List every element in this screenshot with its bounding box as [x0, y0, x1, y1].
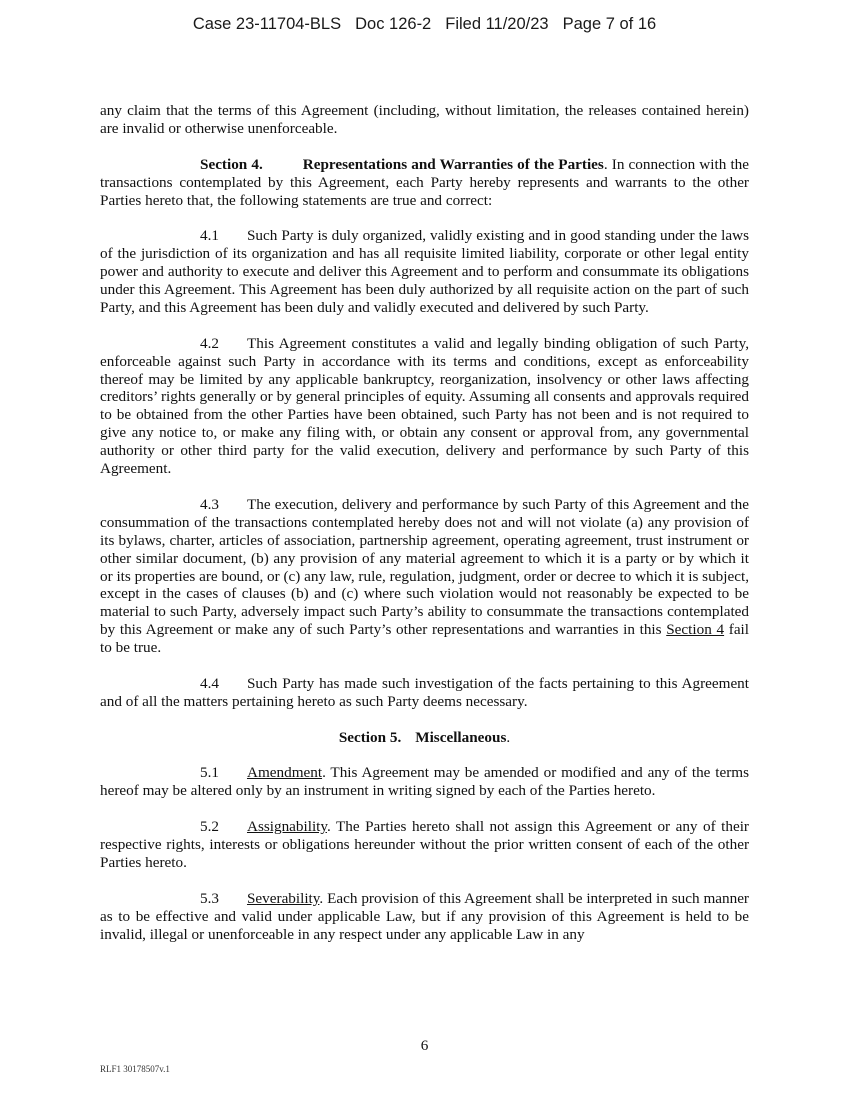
- document-body: [100, 102, 749, 961]
- paragraph-text: Such Party is duly organized, validly existing and in good standing under the laws of the jurisdiction of its organization and has all requisite limited liability, corporate or other legal entity power and authority to execute and deliver this Agreement and to perform and consummate its obligations under this Agreement. This Agreement has been duly authorized by all requisite action on the part of such Party, and this Agreement has been duly and validly executed and delivered by such Party.: [100, 227, 749, 316]
- paragraph-text: . Each provision of this Agreement shall be interpreted in such manner as to be effective and valid under applicable Law, but if any provision of this Agreement is held to be invalid, illegal or unenforceable in any respect under any applicable Law in any: [100, 889, 749, 943]
- paragraph-number: 4.4: [200, 674, 219, 692]
- paragraph-text: . This Agreement may be amended or modified and any of the terms hereof may be altered only by an instrument in writing signed by each of the Parties hereto.: [100, 764, 749, 800]
- section-5-title: Miscellaneous: [415, 728, 507, 746]
- paragraph-number: 4.2: [200, 334, 219, 352]
- assignability-heading: Assignability: [246, 818, 327, 836]
- section-4-title: Representations and Warranties of the Parties: [302, 155, 604, 173]
- paragraph-number: 4.3: [200, 495, 219, 513]
- severability-heading: Severability: [246, 889, 320, 907]
- paragraph-number: 5.1: [200, 764, 219, 782]
- paragraph-number: 5.3: [200, 889, 219, 907]
- document-id: RLF1 30178507v.1: [100, 1064, 170, 1074]
- paragraph-5-3: [100, 890, 749, 944]
- paragraph-4-2: [100, 335, 749, 478]
- filed-date: Filed 11/20/23: [445, 15, 549, 33]
- doc-number: Doc 126-2: [355, 15, 432, 33]
- section-5-period: .: [506, 728, 511, 746]
- paragraph-number: 5.2: [200, 818, 219, 836]
- continuation-paragraph: any claim that the terms of this Agreement (including, without limitation, the releases contained herein) are invalid or otherwise unenforceable.: [100, 102, 749, 137]
- paragraph-text: Such Party has made such investigation of the facts pertaining to this Agreement and of all the matters pertaining hereto as such Party deems necessary.: [100, 674, 749, 710]
- page-of: Page 7 of 16: [562, 15, 657, 33]
- paragraph-5-1: [100, 764, 749, 800]
- case-header: [0, 15, 849, 34]
- section-5-heading: [100, 729, 749, 747]
- paragraph-4-4: [100, 675, 749, 711]
- section-4-paragraph: [100, 156, 749, 210]
- case-number: Case 23-11704-BLS: [192, 15, 342, 33]
- paragraph-text: . The Parties hereto shall not assign this Agreement or any of their respective rights, interests or obligations hereunder without the prior written consent of each of the other Parties hereto.: [100, 818, 749, 871]
- section-5-number: Section 5.: [338, 728, 402, 746]
- paragraph-number: 4.1: [200, 227, 219, 245]
- paragraph-4-3: [100, 496, 749, 657]
- section-4-intro: . In connection with the transactions contemplated by this Agreement, each Party hereby represents and warrants to the other Parties hereto that, the following statements are true and correct:: [100, 155, 749, 209]
- amendment-heading: Amendment: [246, 764, 323, 782]
- section-4-number: Section 4.: [200, 155, 263, 173]
- section-4-reference: Section 4: [666, 621, 725, 639]
- paragraph-4-1: [100, 227, 749, 317]
- paragraph-text: This Agreement constitutes a valid and legally binding obligation of such Party, enforceable against such Party in accordance with its terms and conditions, except as enforceability thereof may be limited by any applicable bankruptcy, reorganization, insolvency or other laws affecting creditors’ rights generally or by general principles of equity. Assuming all consents and approvals required to be obtained from the other Parties have been obtained, such Party has not been and is not required to give any notice to, or make any filing with, or obtain any consent or approval from, any governmental authority or other third party for the valid execution, delivery and performance by such Party of this Agreement.: [100, 334, 749, 478]
- page-number: 6: [420, 1037, 429, 1054]
- paragraph-text: The execution, delivery and performance by such Party of this Agreement and the consummation of the transactions contemplated hereby does not and will not violate (a) any provision of its bylaws, charter, articles of association, partnership agreement, operating agreement, trust instrument or other similar document, (b) any provision of any material agreement to which it is a party or by which it or its properties are bound, or (c) any law, rule, regulation, judgment, order or decree to which it is subject, except in the cases of clauses (b) and (c) where such violation would not reasonably be expected to be material to such Party, adversely impact such Party’s ability to consummate the transactions contemplated by this Agreement or make any of such Party’s other representations and warranties in this: [100, 495, 749, 639]
- paragraph-5-2: [100, 818, 749, 872]
- paragraph-text-end: fail to be true.: [100, 621, 749, 657]
